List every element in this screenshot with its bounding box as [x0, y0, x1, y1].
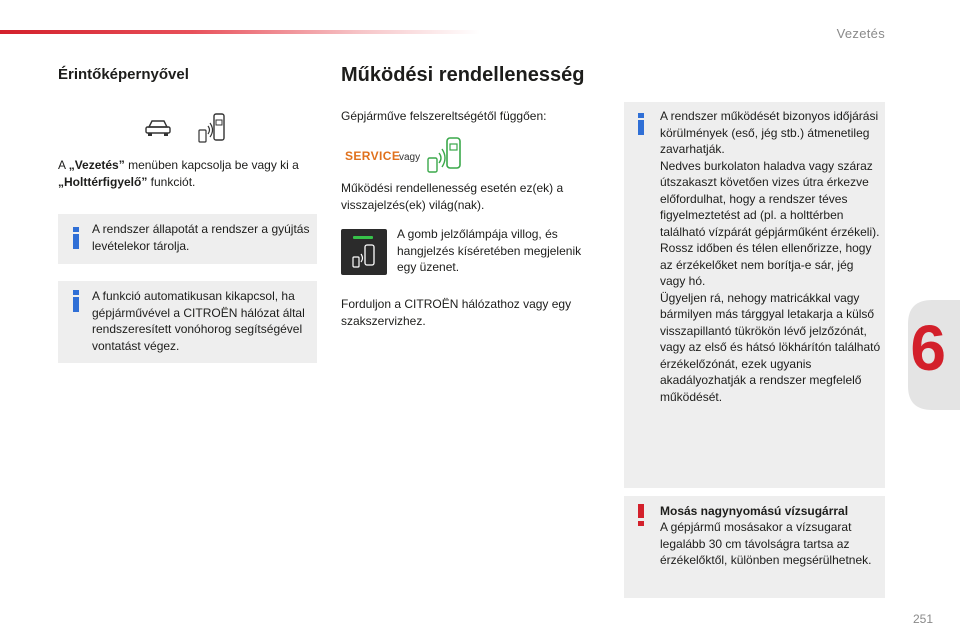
info-icon — [72, 290, 80, 312]
equipment-text: Gépjárműve felszereltségétől függően: — [341, 109, 547, 123]
info-box-state-memory — [58, 214, 317, 264]
malfunction-heading: Működési rendellenesség — [341, 64, 585, 86]
info-text: A rendszer állapotát a rendszer a gyújtás levételekor tárolja. — [92, 222, 310, 253]
malfunction-text: Működési rendellenesség esetén ez(ek) a visszajelzés(ek) világ(nak). — [341, 181, 564, 212]
button-symbol-icon — [351, 243, 379, 271]
warning-text: A gépjármű mosásakor a vízsugarat legalább 30 cm távolságra tartsa az érzékelőktől, különben megsérülhetnek. — [660, 520, 872, 567]
button-led-text: A gomb jelzőlámpája villog, és hangjelzés kíséretében megjelenik egy üzenet. — [397, 227, 582, 274]
info-icon — [72, 227, 80, 249]
blind-spot-button-icon — [341, 229, 387, 275]
blind-spot-icon — [196, 112, 228, 146]
touchscreen-intro: A „Vezetés” menüben kapcsolja be vagy ki a „Holttérfigyelő” funkciót. — [58, 158, 299, 189]
page-number: 251 — [912, 612, 933, 626]
section-title: Vezetés — [836, 26, 885, 41]
warning-title: Mosás nagynyomású vízsugárral — [660, 504, 849, 518]
info-box-towing — [58, 281, 317, 363]
car-icon — [143, 118, 173, 138]
info-icon — [637, 113, 645, 135]
button-led — [353, 236, 373, 239]
warning-icon — [637, 504, 645, 526]
info-box-weather — [624, 102, 885, 488]
contact-dealer-text: Forduljon a CITROËN hálózathoz vagy egy szakszervizhez. — [341, 297, 572, 328]
header-accent-bar — [0, 30, 480, 34]
or-label: vagy — [399, 152, 421, 163]
chapter-number: 6 — [910, 312, 946, 384]
warning-box-pressure-wash — [624, 496, 885, 598]
touchscreen-heading: Érintőképernyővel — [58, 66, 189, 83]
info-text: A funkció automatikusan kikapcsol, ha gépjárművével a CITROËN hálózat által rendszeresített vonóhorog segítségével vontatást végez. — [92, 289, 305, 353]
service-warning-icon: SERVICE — [345, 149, 401, 163]
blind-spot-warning-icon — [425, 136, 465, 176]
info-text: A rendszer működését bizonyos időjárási körülmények (eső, jég stb.) átmenetileg zavarhatják. Nedves burkolaton haladva vagy száraz útszakaszt követően vizes útra érkezve előfordulhat, hogy a rendszer téves figyelmeztetést ad (pl. a holttérben található vízpárát gépjárműként érzékeli). Rossz időben és télen ellenőrizze, hogy az érzékelőket nem borítja-e sár, jég vagy hó. Ügyeljen rá, nehogy matricákkal vagy bármilyen más tárggyal letakarja a külső visszapillantó tükrökön lévő jelzőzónát, vagy az első és hátsó lökhárítón található érzékelőzónát, ezek ugyanis akadályozhatják a rendszer megfelelő működését. — [660, 109, 881, 404]
